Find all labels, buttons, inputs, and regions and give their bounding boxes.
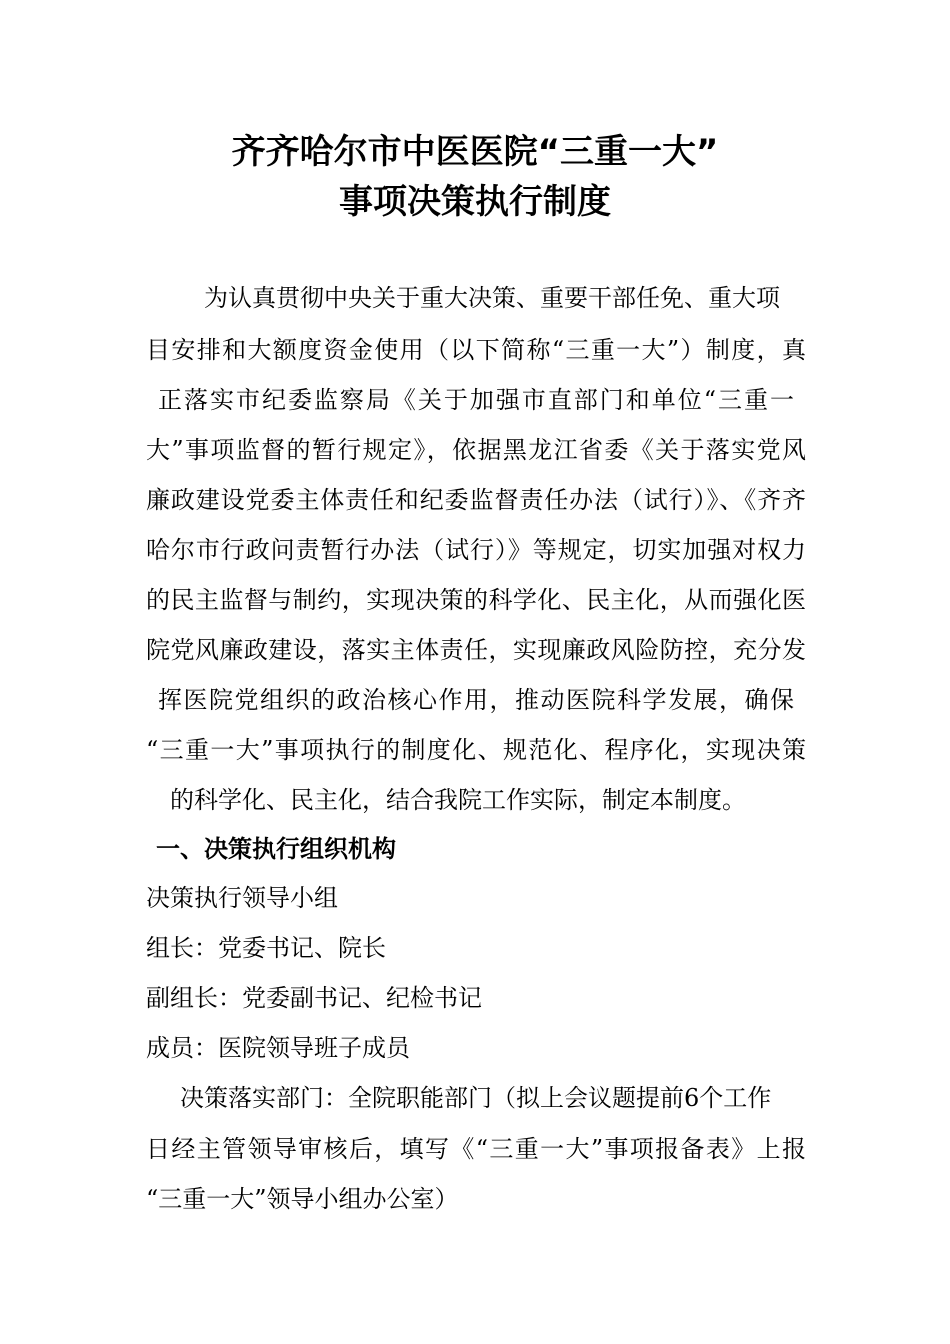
dept-line: “三重一大”领导小组办公室） [146, 1185, 459, 1213]
intro-line: 廉政建设党委主体责任和纪委监督责任办法（试行）》、《齐齐 [146, 486, 806, 514]
intro-line: 的科学化、民主化，结合我院工作实际，制定本制度。 [170, 786, 746, 814]
dept-line: 决策落实部门：全院职能部门（拟上会议题提前6个工作 [180, 1084, 772, 1112]
dept-line: 日经主管领导审核后，填写《“三重一大”事项报备表》上报 [146, 1135, 806, 1163]
intro-line: 院党风廉政建设，落实主体责任，实现廉政风险防控，充分发 [146, 636, 806, 664]
section-heading: 一、决策执行组织机构 [156, 835, 396, 863]
intro-line: 正落实市纪委监察局《关于加强市直部门和单位“三重一 [158, 386, 794, 414]
intro-line: 目安排和大额度资金使用（以下简称“三重一大”）制度，真 [146, 336, 806, 364]
intro-line: 挥医院党组织的政治核心作用，推动医院科学发展，确保 [158, 686, 794, 714]
intro-line: 大”事项监督的暂行规定》，依据黑龙江省委《关于落实党风 [146, 436, 806, 464]
intro-line: 的民主监督与制约，实现决策的科学化、民主化，从而强化医 [146, 586, 806, 614]
document-title-line-2: 事项决策执行制度 [339, 182, 611, 222]
intro-line: 为认真贯彻中央关于重大决策、重要干部任免、重大项 [204, 284, 780, 312]
body-line: 副组长：党委副书记、纪检书记 [146, 984, 482, 1012]
body-line: 成员：医院领导班子成员 [146, 1034, 410, 1062]
body-line: 决策执行领导小组 [146, 884, 338, 912]
intro-line: 哈尔市行政问责暂行办法（试行）》等规定，切实加强对权力 [146, 536, 806, 564]
body-line: 组长：党委书记、院长 [146, 934, 386, 962]
document-title-line-1: 齐齐哈尔市中医医院“三重一大” [231, 132, 719, 172]
intro-line: “三重一大”事项执行的制度化、规范化、程序化，实现决策 [146, 736, 806, 764]
